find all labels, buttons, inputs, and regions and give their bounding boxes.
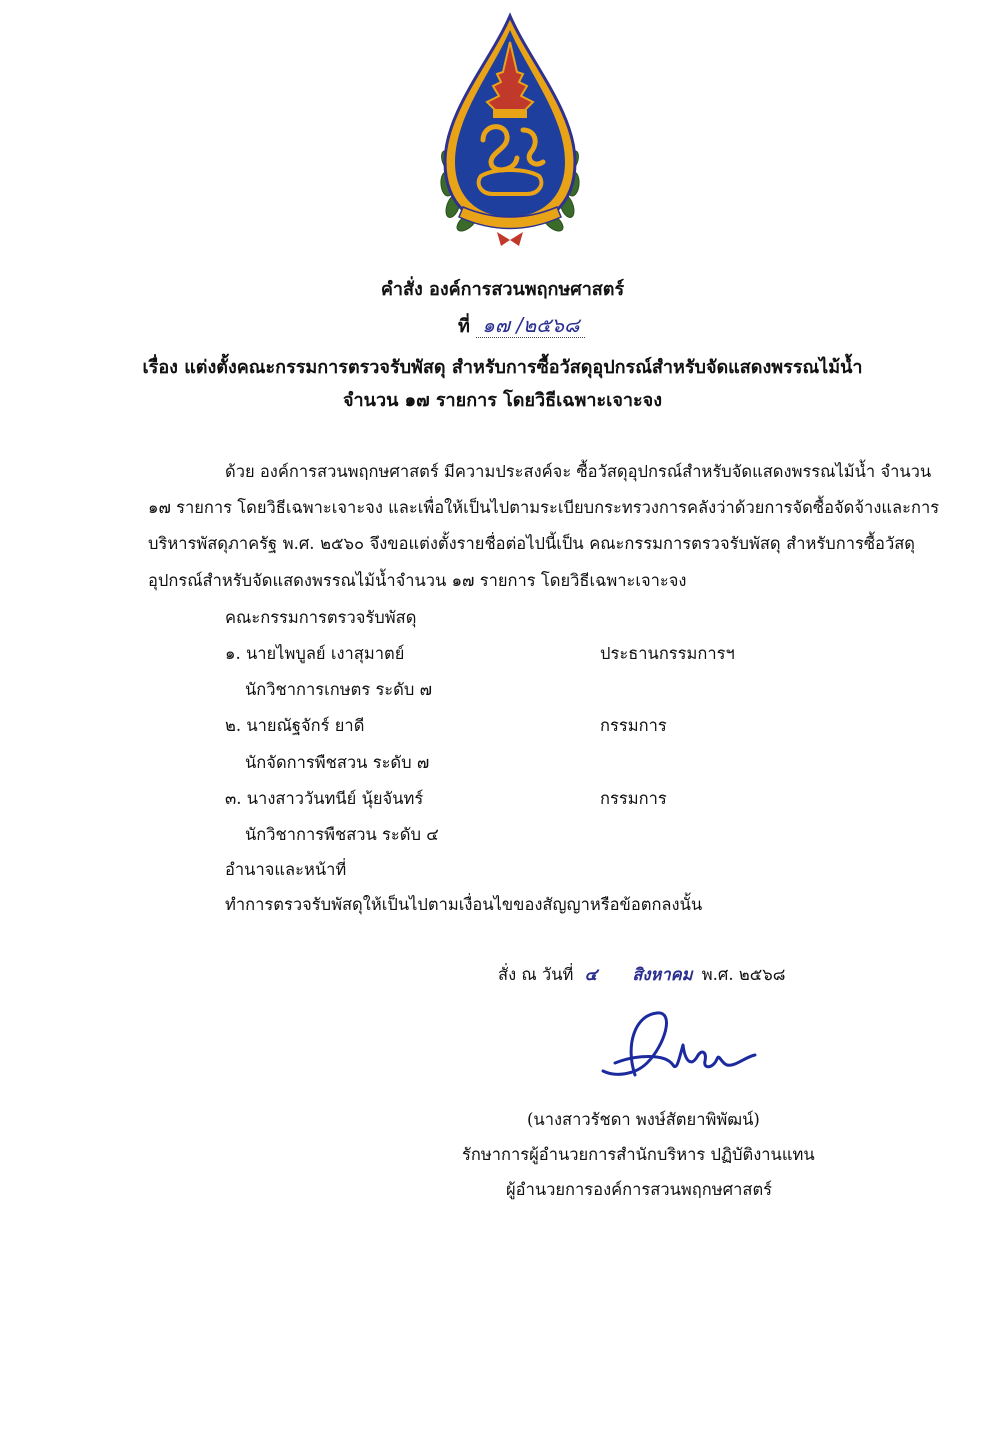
member-1-position: นักวิชาการเกษตร ระดับ ๗ (245, 680, 433, 699)
subject-line-2: จำนวน ๑๗ รายการ โดยวิธีเฉพาะเจาะจง (343, 390, 662, 411)
paragraph-line-4: อุปกรณ์สำหรับจัดแสดงพรรณไม้น้ำจำนวน ๑๗ รายการ โดยวิธีเฉพาะเจาะจง (148, 571, 687, 590)
paragraph-line-1: ด้วย องค์การสวนพฤกษศาสตร์ มีความประสงค์จะ ซื้อวัสดุอุปกรณ์สำหรับจัดแสดงพรรณไม้น้ำ จำนวน (225, 462, 932, 481)
member-3-name: ๓. นางสาววันทนีย์ นุ้ยจันทร์ (225, 789, 424, 808)
member-2-role: กรรมการ (600, 716, 667, 735)
signature-image (595, 1005, 765, 1095)
signer-title-1: รักษาการผู้อำนวยการสำนักบริหาร ปฏิบัติงานแทน (462, 1145, 815, 1164)
committee-heading: คณะกรรมการตรวจรับพัสดุ (225, 608, 417, 627)
order-number (458, 309, 585, 341)
date-day: ๔ (584, 965, 598, 984)
member-2-name: ๒. นายณัฐจักร์ ยาดี (225, 716, 365, 735)
date-prefix: สั่ง ณ วันที่ (498, 965, 574, 984)
date-month: สิงหาคม (632, 965, 693, 984)
order-number-value: ๑๗ /๒๕๖๘ (476, 313, 585, 338)
member-1-name: ๑. นายไพบูลย์ เงาสุมาตย์ (225, 644, 405, 663)
paragraph-line-3: บริหารพัสดุภาครัฐ พ.ศ. ๒๕๖๐ จึงขอแต่งตั้งรายชื่อต่อไปนี้เป็น คณะกรรมการตรวจรับพัสดุ สำหรับการซื้อวัสดุ (148, 534, 915, 553)
organization-emblem-logo (435, 12, 585, 252)
order-date (498, 962, 785, 988)
member-3-position: นักวิชาการพืชสวน ระดับ ๔ (245, 825, 439, 844)
member-3-role: กรรมการ (600, 789, 667, 808)
paragraph-line-2: ๑๗ รายการ โดยวิธีเฉพาะเจาะจง และเพื่อให้เป็นไปตามระเบียบกระทรวงการคลังว่าด้วยการจัดซื้อจัดจ้างและการ (148, 498, 940, 517)
signer-name: (นางสาวรัชดา พงษ์สัตยาพิพัฒน์) (527, 1110, 760, 1129)
date-year: พ.ศ. ๒๕๖๘ (701, 965, 786, 984)
subject-line-1: เรื่อง แต่งตั้งคณะกรรมการตรวจรับพัสดุ สำหรับการซื้อวัสดุอุปกรณ์สำหรับจัดแสดงพรรณไม้น้ำ (142, 357, 863, 378)
signer-title-2: ผู้อำนวยการองค์การสวนพฤกษศาสตร์ (506, 1180, 773, 1199)
duty-heading: อำนาจและหน้าที่ (225, 860, 347, 879)
order-title: คำสั่ง องค์การสวนพฤกษศาสตร์ (380, 279, 625, 300)
duty-text: ทำการตรวจรับพัสดุให้เป็นไปตามเงื่อนไขของสัญญาหรือข้อตกลงนั้น (225, 895, 703, 914)
member-2-position: นักจัดการพืชสวน ระดับ ๗ (245, 753, 430, 772)
member-1-role: ประธานกรรมการฯ (600, 644, 735, 663)
order-number-prefix: ที่ (458, 316, 470, 337)
